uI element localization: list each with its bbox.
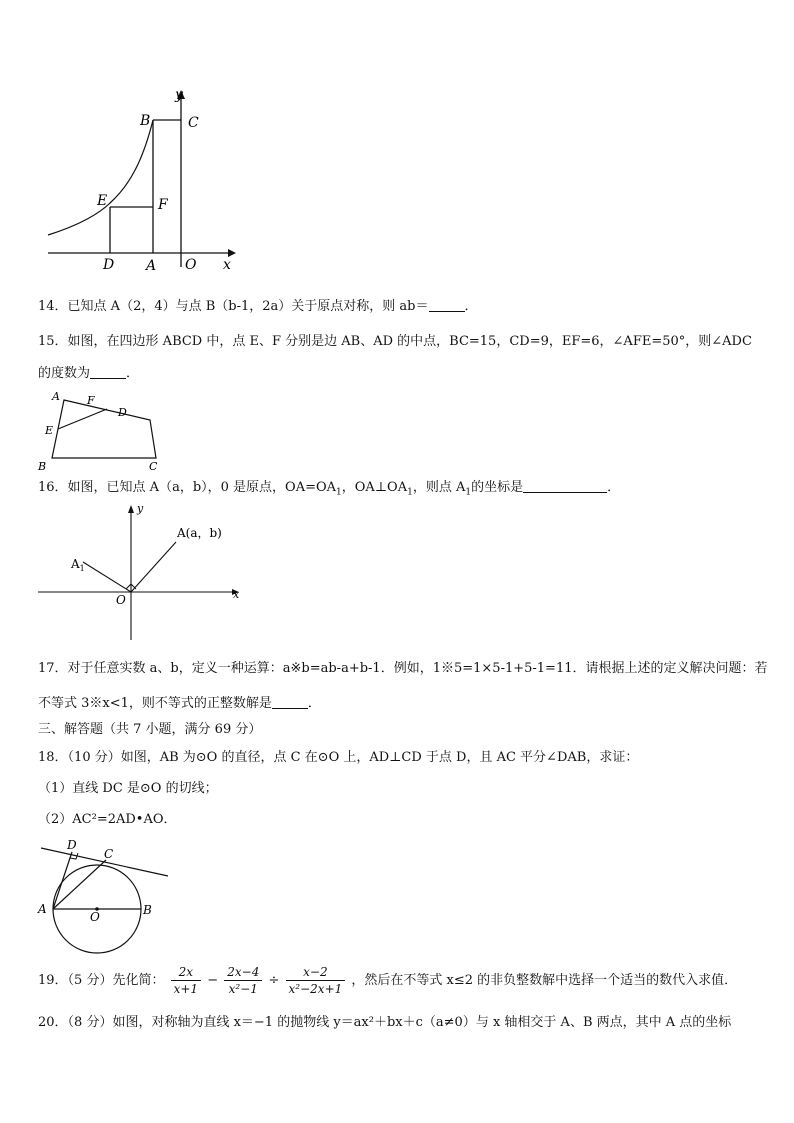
- label-O: O: [116, 593, 126, 607]
- question-20: 20．（8 分）如图，对称轴为直线 x＝−1 的抛物线 y＝ax²＋bx＋c（a≠0）与 x 轴相交于 A、B 两点，其中 A 点的坐标: [38, 1015, 732, 1030]
- fraction-2: $\frac{2x-4}{\text{x²−1}}$: [224, 964, 262, 997]
- label-O: O: [90, 910, 100, 924]
- label-B: B: [140, 113, 151, 129]
- label-C: C: [188, 115, 199, 131]
- question-18-part1: （1）直线 DC 是⊙O 的切线；: [38, 781, 218, 796]
- label-D: D: [118, 406, 127, 419]
- label-y: y: [137, 502, 144, 515]
- question-16: 16．如图，已知点 A（a，b），0 是原点，$OA=OA_1$，$OA\perp OA_1$，则点 $A_1$的坐标是 ．: [38, 480, 621, 498]
- label-x: x: [233, 588, 240, 601]
- graph-figure-q13: [40, 85, 250, 275]
- label-F: F: [87, 394, 95, 407]
- label-C: C: [149, 460, 158, 472]
- label-y: y: [175, 87, 183, 103]
- label-B: B: [143, 903, 152, 917]
- label-A: A(a，b): [177, 526, 222, 540]
- answer-blank-15[interactable]: [90, 366, 126, 379]
- label-E: E: [45, 424, 54, 437]
- question-17-line2: 不等式 3※x<1，则不等式的正整数解是 ．: [38, 696, 321, 711]
- fraction-1: $\frac{2x}{x+1}$: [171, 964, 201, 997]
- label-B: B: [38, 460, 47, 472]
- circle-figure-q18: [36, 836, 172, 956]
- question-14: 14．已知点 A（2，4）与点 B（b-1，2a）关于原点对称，则 ab＝ ．: [38, 299, 478, 314]
- question-18-part2: （2）AC²=2AD•AO．: [38, 812, 177, 827]
- section-heading-3: 三、解答题（共 7 小题，满分 69 分）: [38, 722, 262, 737]
- label-x: x: [223, 257, 231, 273]
- question-19: 19．（5 分）先化简： $\frac{2x}{x+1}$ − $\frac{2x-4}{\text{x²−1}}$ ÷ $\frac{x-2}{\text{x²−2x+1}}$ ，然后在不等式 x≤2 的非负整数解中选择一个适当的数代入求值．: [38, 965, 738, 996]
- question-17-line1: 17．对于任意实数 a、b，定义一种运算：a※b=ab-a+b-1．例如，1※5=1×5-1+5-1=11．请根据上述的定义解决问题：若: [38, 661, 768, 676]
- question-15-line2: 的度数为 ．: [38, 366, 140, 381]
- quadrilateral-figure-q15: [34, 388, 164, 472]
- coordinate-figure-q16: [36, 500, 246, 645]
- answer-blank-16[interactable]: [523, 480, 607, 493]
- label-A: A: [38, 902, 47, 916]
- label-D: D: [67, 838, 77, 852]
- answer-blank-17[interactable]: [272, 696, 308, 709]
- label-A1: $A_1$: [71, 557, 85, 573]
- label-D: D: [103, 257, 115, 273]
- label-E: E: [97, 193, 108, 209]
- q14-text: 14．已知点 A（2，4）与点 B（b-1，2a）关于原点对称，则 ab＝: [38, 299, 429, 314]
- label-O: O: [185, 257, 197, 273]
- answer-blank-14[interactable]: [429, 299, 465, 312]
- fraction-3: $\frac{x-2}{\text{x²−2x+1}}$: [286, 964, 346, 997]
- label-C: C: [104, 847, 114, 861]
- label-A: A: [146, 258, 157, 274]
- question-18-line1: 18．（10 分）如图，AB 为⊙O 的直径，点 C 在⊙O 上，AD⊥CD 于点 D，且 AC 平分∠DAB，求证：: [38, 750, 639, 765]
- label-F: F: [158, 197, 168, 213]
- label-A: A: [52, 390, 60, 403]
- curve: [48, 120, 153, 235]
- question-15-line1: 15．如图，在四边形 ABCD 中，点 E、F 分别是边 AB、AD 的中点，BC=15，CD=9，EF=6，∠AFE=50°，则∠ADC: [38, 334, 752, 349]
